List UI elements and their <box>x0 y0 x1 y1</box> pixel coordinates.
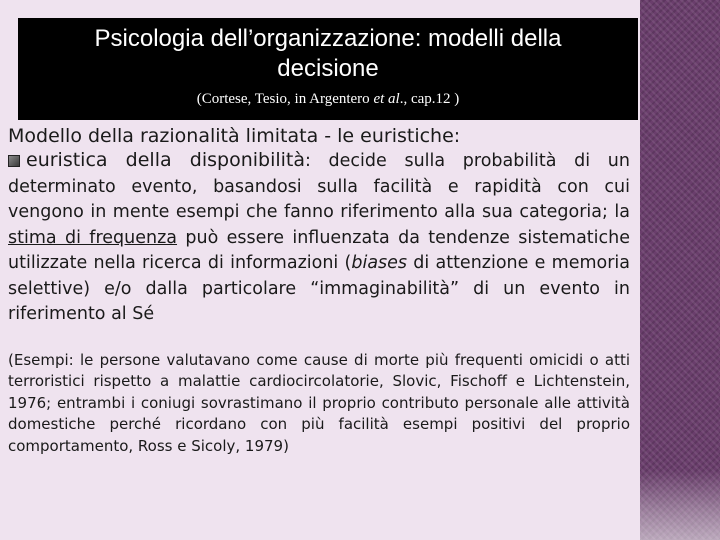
para-part-2: può essere influenzata da tendenze sistematiche utilizzate nella ricerca di informazioni ( <box>8 227 631 273</box>
citation-before: (Cortese, Tesio, in Argentero <box>196 91 374 107</box>
title-line-2: decisione <box>277 55 379 82</box>
citation-after: ., cap.12 ) <box>399 91 460 107</box>
citation <box>18 90 638 108</box>
square-bullet-icon <box>8 155 20 167</box>
slide-title <box>18 24 638 84</box>
section-heading: Modello della razionalità limitata - le euristiche: <box>8 125 461 147</box>
title-line-1: Psicologia dell’organizzazione: modelli della <box>94 25 562 52</box>
decorative-side-band <box>640 0 720 540</box>
title-box <box>18 18 638 120</box>
italic-term: biases <box>351 253 408 273</box>
slide-content <box>8 124 630 472</box>
side-band-fade <box>640 470 720 540</box>
bullet-paragraph <box>8 148 630 328</box>
para-part-1: : decide sulla probabilità di un determinato evento, basandosi sulla facilità e rapidità con cui vengono in mente esempi che fanno riferimento alla sua categoria; la <box>8 151 630 222</box>
bullet-term: euristica della disponibilità <box>26 149 305 171</box>
underlined-term: stima di frequenza <box>8 227 178 248</box>
citation-et-al: et al <box>373 91 400 107</box>
para-part-3: di attenzione e memoria selettive) e/o dalla particolare “immaginabilità” di un evento in riferimento al Sé <box>8 253 630 324</box>
examples-paragraph: (Esempi: le persone valutavano come cause di morte più frequenti omicidi o atti terroristici rispetto a malattie cardiocircolatorie, Slovic, Fischoff e Lichtenstein, 1976; entrambi i coniugi sovrastimano il proprio contributo personale alle attività domestiche perché ricordano con più facilità esempi positivi del proprio comportamento, Ross e Sicoly, 1979) <box>8 350 630 455</box>
